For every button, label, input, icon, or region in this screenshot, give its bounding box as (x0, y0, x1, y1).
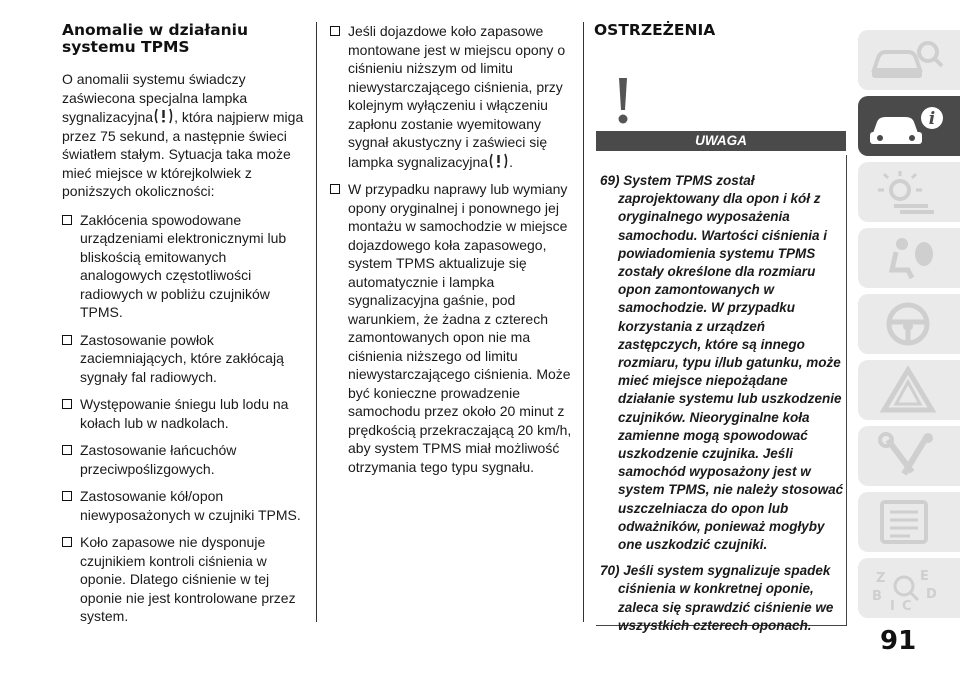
page-number: 91 (880, 626, 917, 656)
list-item: Występowanie śniegu lub lodu na kołach lub w nadkolach. (62, 395, 306, 432)
airbag-person-icon (868, 234, 948, 282)
intro-text-a: O anomalii systemu świadczy zaświecona specjalna lampka sygnalizacyjna (62, 71, 248, 125)
tpms-warning-lamp-icon (488, 152, 509, 170)
tab-maintenance[interactable] (858, 426, 960, 486)
steering-wheel-icon (868, 300, 948, 348)
tab-starting-driving[interactable] (858, 294, 960, 354)
spec-list-icon (868, 498, 948, 546)
car-info-icon (868, 102, 948, 150)
list-item: Zastosowanie powłok zaciemniających, które zakłócają sygnały fal radiowych. (62, 331, 306, 387)
dashboard-lights-icon (868, 168, 948, 216)
warning-note-69: 69) System TPMS został zaprojektowany dla opon i kół z oryginalnego wyposażenia samochodu. Wartości ciśnienia i powiadomienia systemu TPMS zostały określone dla rozmiaru opon zamontowanych w samochodzie. W przypadku korzystania z urządzeń zastępczych, które są innego rozmiaru, typu i/lub gatunku, może mieć miejsce niepożądane działanie systemu lub uszkodzenie czujników. Nieoryginalne koła zamienne mogą spowodować uszkodzenie czujnika. Jeśli samochód wyposażony jest w system TPMS, nie należy stosować uszczelniacza do opon lub odważników, ponieważ mogłyby one uszkodzić czujniki. (600, 173, 844, 553)
tab-vehicle-knowledge[interactable] (858, 30, 960, 90)
svg-text:Z: Z (876, 571, 886, 586)
column-divider (316, 22, 317, 622)
svg-text:I: I (890, 599, 895, 612)
title-line-2: systemu TPMS (62, 38, 190, 56)
svg-text:i: i (928, 109, 936, 129)
warning-note-70: 70) Jeśli system sygnalizuje spadek ciśnienia w konkretnej oponie, zaleca się sprawdzić ciśnienie we wszystkich czterech oponach. (600, 563, 834, 633)
svg-text:D: D (926, 587, 937, 602)
tab-dashboard[interactable] (858, 162, 960, 222)
conditions-list (62, 211, 306, 626)
list-item: W przypadku naprawy lub wymiany opony oryginalnej i ponownego jej montażu w samochodzie w miejsce dojazdowego koła zapasowego, system TPMS aktualizuje się automatycznie i lampka sygnalizacyjna gaśnie, pod warunkiem, że żadna z czterech zamontowanych opon nie ma ciśnienia niższego od limitu niewystarczającego ciśnienia. Może być konieczne prowadzenie samochodu przez około 20 minut z prędkością przekraczającą 20 km/h, aby system TPMS miał możliwość otrzymania tego typu sygnału. (330, 180, 575, 476)
title-line-1: Anomalie w działaniu (62, 21, 249, 39)
tab-safety[interactable] (858, 228, 960, 288)
column-divider (583, 22, 584, 622)
warnings-title: OSTRZEŻENIA (594, 21, 716, 39)
intro-text-b: , która najpierw miga przez 75 sekund, a następnie świeci światłem stałym. Sytuacja taka może mieć miejsce w którejkolwiek z poniższych okoliczności: (62, 109, 304, 199)
exclamation-warning-icon (606, 76, 640, 126)
list-item: Zakłócenia spowodowane urządzeniami elektronicznymi lub bliskością emitowanych analogowych częstotliwości radiowych w pobliżu czujników TPMS. (62, 211, 306, 322)
checkbox-bullet-icon (330, 26, 340, 36)
list-item: Koło zapasowe nie dysponuje czujnikiem kontroli ciśnienia w oponie. Dlatego ciśnienie w tej oponie nie jest kontrolowane przez system. (62, 533, 306, 626)
list-item: Zastosowanie kół/opon niewyposażonych w czujniki TPMS. (62, 487, 306, 524)
checkbox-bullet-icon (62, 399, 72, 409)
warning-triangle-icon (868, 366, 948, 414)
list-item: Jeśli dojazdowe koło zapasowe montowane jest w miejscu opony o ciśnieniu niższym od limitu niewystarczającego ciśnienia, przy kolejnym wyłączeniu i włączeniu zapłonu zostanie wyemitowany sygnał akustyczny i zaświeci się lampka sygnalizacyjna . (330, 22, 575, 171)
middle-column (330, 22, 575, 485)
warning-notes (600, 172, 844, 643)
svg-text:B: B (872, 589, 882, 604)
tab-index[interactable] (858, 558, 960, 618)
svg-text:E: E (920, 569, 929, 584)
intro-paragraph (62, 70, 306, 201)
checkbox-bullet-icon (62, 335, 72, 345)
tab-emergency[interactable] (858, 360, 960, 420)
checkbox-bullet-icon (62, 491, 72, 501)
section-title-tpms-anomalies (62, 22, 306, 56)
list-item: Zastosowanie łańcuchów przeciwpoślizgowych. (62, 441, 306, 478)
spare-wheel-list (330, 22, 575, 476)
tpms-warning-lamp-icon (153, 107, 174, 125)
checkbox-bullet-icon (62, 537, 72, 547)
checkbox-bullet-icon (62, 215, 72, 225)
svg-text:C: C (902, 599, 912, 612)
uwaga-banner: UWAGA (596, 131, 846, 151)
car-search-icon (868, 36, 948, 84)
right-column (594, 22, 846, 53)
checkbox-bullet-icon (62, 445, 72, 455)
chapter-tabs (858, 30, 960, 624)
tab-technical-data[interactable] (858, 492, 960, 552)
tab-vehicle-info[interactable] (858, 96, 960, 156)
checkbox-bullet-icon (330, 184, 340, 194)
alphabet-index-icon (868, 564, 948, 612)
tools-icon (868, 432, 948, 480)
left-column (62, 22, 306, 635)
